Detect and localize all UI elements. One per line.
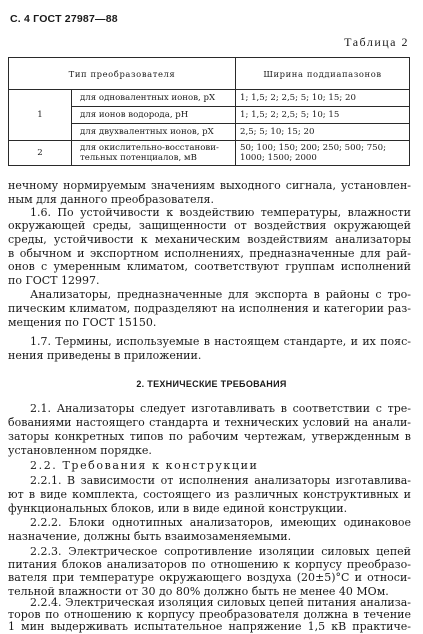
subrange-values-line: 50; 100; 150; 200; 250; 500; 750; [240, 143, 387, 153]
text-line: ным для данного преобразователя. [8, 193, 214, 206]
text-line: вателя при температуре окружающего воздуха (20±5)°C и относи- [8, 571, 411, 584]
text-line: онов с умеренным климатом, соответствуют группам исполнений [8, 260, 411, 273]
page-header-reference: С. 4 ГОСТ 27987—88 [10, 13, 118, 25]
subrange-values: 1; 1,5; 2; 2,5; 5; 10; 15; 20 [236, 90, 410, 107]
converter-type: для двухвалентных ионов, pX [72, 124, 236, 141]
subrange-values: 2,5; 5; 10; 15; 20 [236, 124, 410, 141]
text-line: пическим климатом, подразделяют на исполнения и категории раз- [8, 302, 411, 315]
converter-type: для одновалентных ионов, pX [72, 90, 236, 107]
text-line: Анализаторы, предназначенные для экспорта в районы с тро- [30, 288, 411, 301]
text-line: 1.6. По устойчивости к воздействию температуры, влажности [30, 206, 411, 219]
text-line: 1.7. Термины, используемые в настоящем стандарте, и их пояс- [30, 335, 411, 348]
text-line: 2.2.2. Блоки однотипных анализаторов, имеющих одинаковое [30, 516, 411, 529]
section-heading: 2. ТЕХНИЧЕСКИЕ ТРЕБОВАНИЯ [136, 379, 287, 389]
row-number: 1 [9, 90, 72, 141]
text-line: тельной влажности от 30 до 80% должно быть не менее 40 МОм. [8, 585, 389, 598]
converter-type-line: тельных потенциалов, мВ [80, 153, 197, 163]
table-label: Таблица 2 [344, 35, 409, 49]
text-line: среды, устойчивости к механическим воздействиям анализаторы [8, 233, 411, 246]
subrange-values [236, 141, 410, 166]
text-line: в обычном и экспортном исполнениях, предназначенные для рай- [8, 247, 411, 260]
table-row [9, 90, 410, 107]
converter-type: для ионов водорода, pH [72, 107, 236, 124]
text-line: ют в виде комплекта, состоящего из различных конструктивных и [8, 488, 411, 501]
row-number: 2 [9, 141, 72, 166]
text-line: 2.2.3. Электрическое сопротивление изоляции силовых цепей [30, 545, 411, 558]
text-line: 2.1. Анализаторы следует изготавливать в соответствии с тре- [30, 402, 411, 415]
text-line: нечному нормируемым значениям выходного сигнала, установлен- [8, 179, 411, 192]
text-line: 1 мин выдерживать испытательное напряжение 1,5 кВ практиче- [8, 620, 411, 633]
text-line: 2.2.1. В зависимости от исполнения анализаторы изготавлива- [30, 474, 411, 487]
text-line: нения приведены в приложении. [8, 349, 202, 362]
text-line: бованиями настоящего стандарта и технических условий на анали- [8, 416, 411, 429]
text-line: заторы конкретных типов по рабочим чертежам, утвержденным в [8, 430, 411, 443]
column-header-type: Тип преобразователя [9, 58, 236, 90]
table-row [9, 141, 410, 166]
converter-type [72, 141, 236, 166]
converter-type-line: для окислительно-восстанови- [80, 143, 219, 153]
text-line: по ГОСТ 12997. [8, 274, 100, 287]
text-line: назначение, должны быть взаимозаменяемыми. [8, 530, 292, 543]
text-line: 2.2.4. Электрическая изоляция силовых цепей питания анализа- [30, 596, 411, 609]
subrange-values: 1; 1,5; 2; 2,5; 5; 10; 15 [236, 107, 410, 124]
subrange-table [8, 57, 410, 166]
text-line: окружающей среды, защищенности от воздействия окружающей [8, 219, 411, 232]
column-header-width: Ширина поддиапазонов [236, 58, 410, 90]
subsection-heading: 2.2. Требования к конструкции [30, 459, 259, 472]
text-line: установленном порядке. [8, 444, 152, 457]
text-line: торов по отношению к корпусу преобразователя должна в течение [8, 608, 411, 621]
table-header-row [9, 58, 410, 90]
subrange-values-line: 1000; 1500; 2000 [240, 153, 317, 163]
text-line: мещения по ГОСТ 15150. [8, 316, 157, 329]
text-line: питания блоков анализаторов по отношению к корпусу преобразо- [8, 558, 411, 571]
text-line: функциональных блоков, или в виде единой конструкции. [8, 502, 348, 515]
